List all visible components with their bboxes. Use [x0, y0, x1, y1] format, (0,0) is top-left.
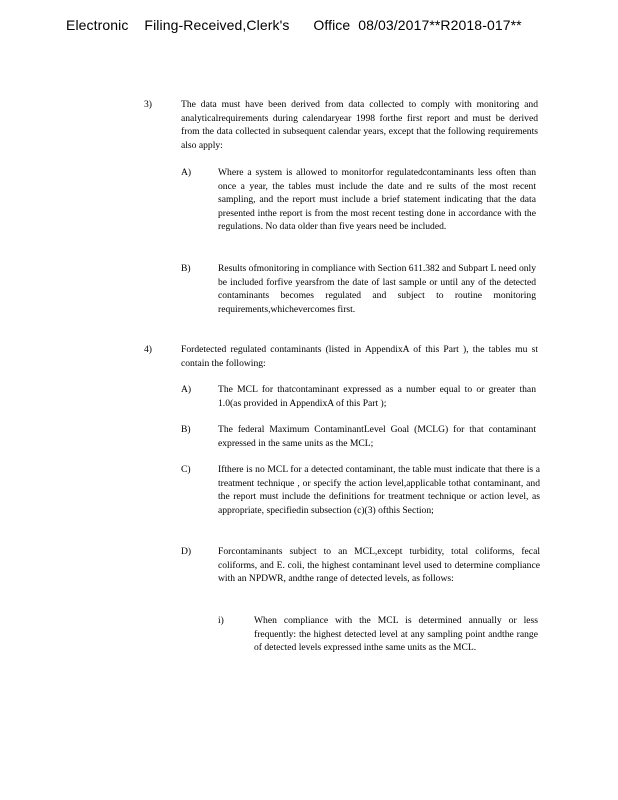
filing-header: Electronic Filing-Received,Clerk's Office 08/03/2017**R2018-017**: [66, 17, 522, 33]
subitem-marker: i): [218, 615, 224, 626]
item-3-paragraph: The data must have been derived from data collected to comply with monitoring and analyticalrequirements during calendaryear 1998 forthe first report and must be derived from the data collected in subsequent calendar years, except that the following requirements also apply:: [181, 99, 538, 151]
item-4di-paragraph: When compliance with the MCL is determined annually or less frequently: the highest detected level at any sampling point andthe range of detected levels expressed inthe same units as the MCL.: [254, 615, 538, 654]
item-4a-paragraph: The MCL for thatcontaminant expressed as a number equal to or greater than 1.0(as provided in AppendixA of this Part );: [218, 384, 536, 409]
subitem-marker: C): [181, 464, 191, 475]
subitem-marker: A): [181, 384, 192, 395]
subitem-marker: D): [181, 546, 192, 557]
item-marker: 3): [144, 99, 152, 110]
item-4d-paragraph: Forcontaminants subject to an MCL,except turbidity, total coliforms, fecal coliforms, and E. coli, the highest contaminant level used to determine compliance with an NPDWR, andthe range of detected levels, as follows:: [218, 546, 540, 585]
item-3a-paragraph: Where a system is allowed to monitorfor regulatedcontaminants less often than once a year, the tables must include the date and re sults of the most recent sampling, and the report must include a brief statement indicating that the data presented inthe report is from the most recent testing done in accordance with the regulations. No data older than five years need be included.: [218, 167, 536, 233]
item-marker: 4): [144, 344, 152, 355]
subitem-marker: B): [181, 424, 191, 435]
item-3b-paragraph: Results ofmonitoring in compliance with Section 611.382 and Subpart L need only be included forfive yearsfrom the date of last sample or until any of the detected contaminants becomes regulated and subject to routine monitoring requirements,whichevercomes first.: [218, 263, 536, 315]
item-4b-paragraph: The federal Maximum ContaminantLevel Goal (MCLG) for that contaminant expressed in the same units as the MCL;: [218, 424, 536, 449]
subitem-marker: B): [181, 263, 191, 274]
item-4-paragraph: Fordetected regulated contaminants (listed in AppendixA of this Part ), the tables mu st contain the following:: [181, 344, 538, 369]
subitem-marker: A): [181, 167, 192, 178]
item-4c-paragraph: Ifthere is no MCL for a detected contaminant, the table must indicate that there is a treatment technique , or specify the action level,applicable tothat contaminant, and the report must include the definitions for treatment technique or action level, as appropriate, specifiedin subsection (c)(3) ofthis Section;: [218, 464, 540, 516]
